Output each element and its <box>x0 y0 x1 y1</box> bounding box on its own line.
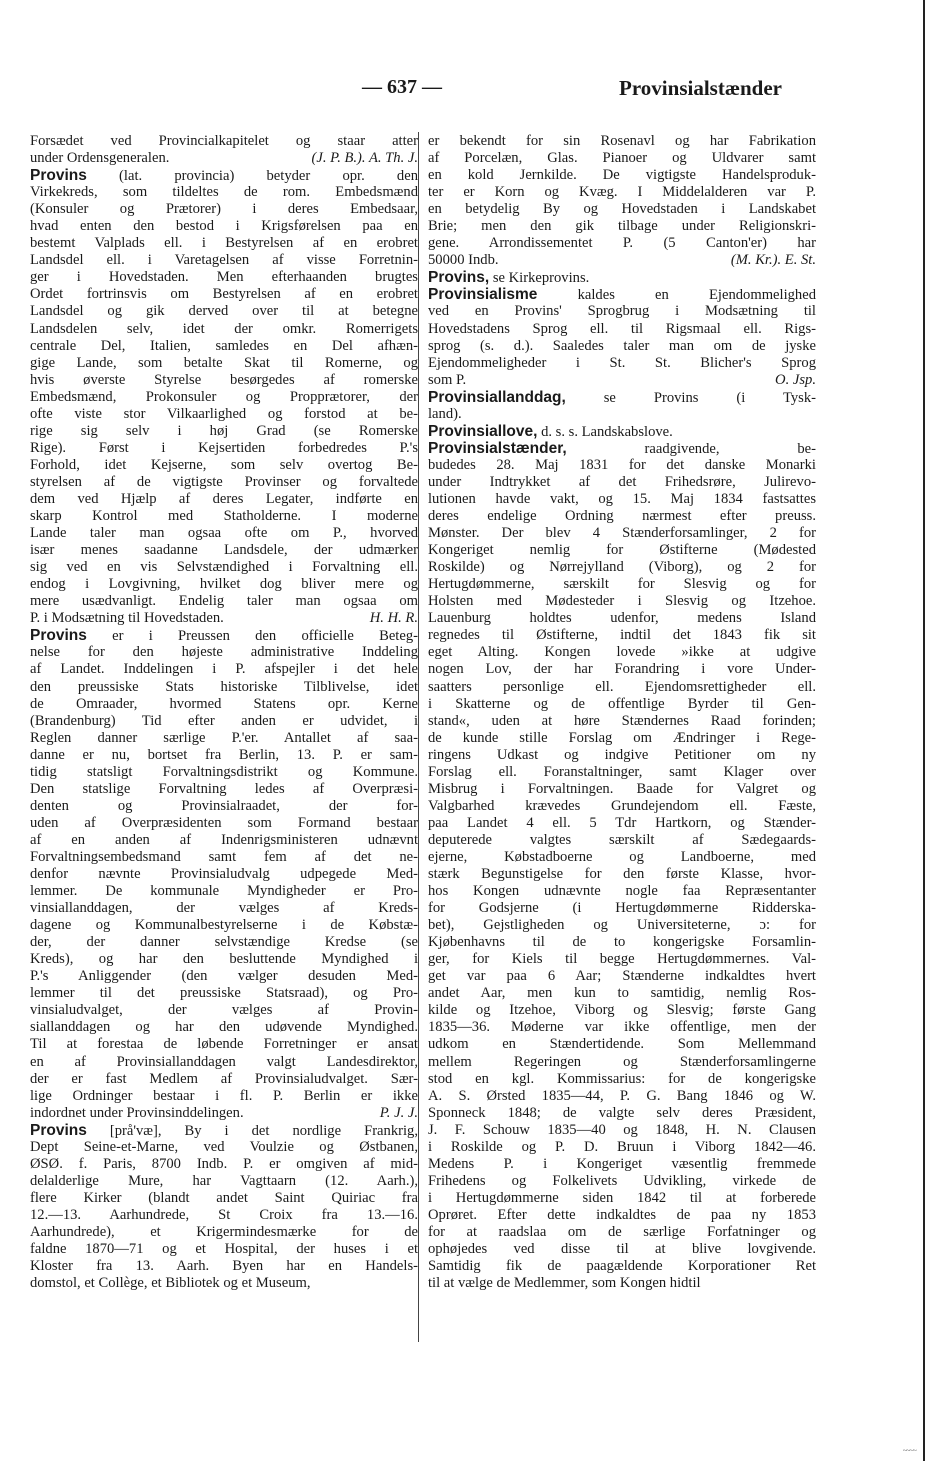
line-text: indordnet under Provinsinddelingen. <box>30 1104 244 1121</box>
left-line <box>30 1224 418 1241</box>
entry-headword: Provins <box>30 1121 87 1139</box>
entry-headword: Provinsiallove, <box>428 422 538 440</box>
line-text: udkom en Stændertidende. Som Mellemmand <box>428 1036 816 1053</box>
line-text: Kreds), og har den besluttende Myndighed i <box>30 951 418 968</box>
left-line <box>30 150 418 167</box>
right-line <box>428 866 816 883</box>
line-text: Dept Seine-et-Marne, ved Voulzie og Østbanen, <box>30 1138 418 1155</box>
line-text: i Roskilde og P. D. Bruun i Viborg 1842—46. <box>428 1138 816 1155</box>
line-text: endog i Lovgivning, hvilket dog bliver mere og <box>30 576 418 593</box>
left-line <box>30 798 418 815</box>
line-text: kaldes en Ejendommelighed <box>537 287 816 304</box>
line-text: denten og Provinsialraadet, der for- <box>30 797 418 814</box>
right-line <box>428 1054 816 1071</box>
left-line <box>30 235 418 252</box>
right-line <box>428 542 816 559</box>
left-line <box>30 542 418 559</box>
line-text: mellem Regeringen og Stænderforsamlingerne <box>428 1053 816 1070</box>
left-line <box>30 1122 418 1139</box>
line-text: Oprøret. Efter dette indkaldtes de paa ny 1853 <box>428 1206 816 1223</box>
right-line <box>428 968 816 985</box>
line-text: Rige). Først i Kejsertiden forbedredes P.'s <box>30 439 418 456</box>
left-line <box>30 610 418 627</box>
line-text: Kongeriget nemlig for Østifterne (Mødested <box>428 542 816 559</box>
right-line <box>428 355 816 372</box>
line-text: vinsiallanddagen, der vælges af Kreds- <box>30 900 418 917</box>
line-text: P.'s Anliggender (den vælger desuden Med- <box>30 968 418 985</box>
line-text: nogen Lov, der har Forandring i vore Under- <box>428 661 816 678</box>
line-text: (Brandenburg) Tid efter anden er udvidet, i <box>30 712 418 729</box>
line-text: Landsdelen selv, idet der omkr. Romerrigets <box>30 320 418 337</box>
right-line <box>428 1122 816 1139</box>
line-text: ofte viste stor Vilkaarlighed og forstod at be- <box>30 405 418 422</box>
line-text: Kjøbenhavns til de to kongerigske Forsamlin- <box>428 934 816 951</box>
left-line <box>30 491 418 508</box>
line-text: Ordet fortrinsvis om Bestyrelsen af en erobret <box>30 286 418 303</box>
line-text: saatters personlige ell. Ejendomsrettigheder ell. <box>428 678 816 695</box>
line-text: de kunde stille Forslag om Ændringer i Rege- <box>428 729 816 746</box>
line-text: Misbrug i Forvaltningen. Baade for Valgret og <box>428 780 816 797</box>
left-line <box>30 525 418 542</box>
author-signature: H. H. R. <box>369 610 418 627</box>
line-text: Sponneck 1848; de valgte selv deres Præsident, <box>428 1104 816 1121</box>
line-text: dem ved Hjælp af deres Legater, indførte en <box>30 490 418 507</box>
line-text: bet), Gejstligheden og Universiteterne, ɔ: for <box>428 917 816 934</box>
left-line <box>30 1054 418 1071</box>
right-line <box>428 1156 816 1173</box>
left-line <box>30 440 418 457</box>
line-text: Forhold, idet Kejserne, som selv overtog Be- <box>30 456 418 473</box>
right-line <box>428 798 816 815</box>
right-line <box>428 184 816 201</box>
right-line <box>428 1105 816 1122</box>
line-text: uden af Overpræsidenten som Formand bestaar <box>30 814 418 831</box>
line-text: [prå'væ], By i det nordlige Frankrig, <box>86 1122 418 1139</box>
line-text: danne er nu, bortset fra Berlin, 13. P. er sam- <box>30 746 418 763</box>
left-line <box>30 355 418 372</box>
left-line <box>30 985 418 1002</box>
left-line <box>30 934 418 951</box>
line-text: som P. <box>428 371 467 388</box>
right-line <box>428 201 816 218</box>
line-text: lige Ordninger bestaar i fl. P. Berlin er ikke <box>30 1087 418 1104</box>
right-line <box>428 133 816 150</box>
left-line <box>30 372 418 389</box>
left-line <box>30 627 418 644</box>
left-line <box>30 576 418 593</box>
left-line <box>30 184 418 201</box>
line-text: (lat. provincia) betyder opr. den <box>86 168 418 185</box>
right-line <box>428 661 816 678</box>
right-line <box>428 235 816 252</box>
right-line <box>428 1173 816 1190</box>
line-text: rige sig selv i høj Grad (se Romerske <box>30 422 418 439</box>
page-edge-line <box>923 0 925 1461</box>
line-text: Brie; men den gik tilbage under Religionskri- <box>428 218 816 235</box>
line-text: af Landet. Inddelingen i P. afspejler i det hele <box>30 661 418 678</box>
line-text: (Konsuler og Prætorer) i deres Embedsaar, <box>30 201 418 218</box>
author-signature: P. J. J. <box>379 1104 418 1121</box>
author-signature: (M. Kr.). E. St. <box>730 252 816 269</box>
right-line <box>428 900 816 917</box>
left-line <box>30 1019 418 1036</box>
line-text: mere usædvanligt. Endelig taler man ogsaa om <box>30 593 418 610</box>
left-line <box>30 338 418 355</box>
right-line <box>428 917 816 934</box>
left-line <box>30 644 418 661</box>
footer-mark: ~~~~ <box>902 1446 916 1455</box>
right-column <box>428 133 816 1292</box>
right-line <box>428 372 816 389</box>
line-text: se Provins (i Tysk- <box>565 389 816 406</box>
right-line <box>428 406 816 423</box>
entry-headword: Provinsialisme <box>428 286 538 304</box>
line-text: tidig statsligt Forvaltningsdistrikt og Kommune. <box>30 763 418 780</box>
right-line <box>428 627 816 644</box>
line-text: der er fast Medlem af Provinsialudvalget. Sær- <box>30 1070 418 1087</box>
line-text: domstol, et Collège, et Bibliotek og et Museum, <box>30 1275 311 1292</box>
line-text: Lande taler man ogsaa ofte om P., hvorved <box>30 525 418 542</box>
line-text: en betydelig By og Hovedstaden i Landskabet <box>428 201 816 218</box>
line-text: Hovedstadens Sprog ell. til Rigsmaal ell. Rigs- <box>428 320 816 337</box>
line-text: ringens Udkast og indgive Petitioner om ny <box>428 746 816 763</box>
line-text: lemmer. De kommunale Myndigheder er Pro- <box>30 883 418 900</box>
line-text: paa Landet 4 ell. 5 Tdr Hartkorn, og Stænder- <box>428 814 816 831</box>
right-line <box>428 883 816 900</box>
page-header <box>0 76 928 106</box>
line-text: deres endelige Ordning nærmest efter preuss. <box>428 508 816 525</box>
line-text: regnedes til Østifterne, indtil det 1843 fik sit <box>428 627 816 644</box>
line-text: A. S. Ørsted 1835—44, P. G. Bang 1846 og W. <box>428 1087 816 1104</box>
line-text: Lauenburg holdtes udenfor, medens Island <box>428 610 816 627</box>
line-text: denfor nævnte Provinsialudvalg udpegede Med- <box>30 866 418 883</box>
line-text: for Godsjerne (i Hertugdømmerne Ridderska- <box>428 900 816 917</box>
left-line <box>30 883 418 900</box>
left-line <box>30 218 418 235</box>
left-line <box>30 866 418 883</box>
line-text: hos Kongen udnævnte nogle faa Repræsentanter <box>428 883 816 900</box>
left-line <box>30 968 418 985</box>
line-text: bestemt Valplads ell. i Bestyrelsen af en erobret <box>30 235 418 252</box>
line-text: gene. Arrondissementet P. (5 Canton'er) har <box>428 235 816 252</box>
right-line <box>428 849 816 866</box>
line-text: Den statslige Forvaltning ledes af Overpræsi- <box>30 780 418 797</box>
line-text: se Kirkeprovins. <box>489 270 590 287</box>
line-text: vinsialudvalget, der vælges af Provin- <box>30 1002 418 1019</box>
line-text: for at raadslaa om de særlige Forfatninger og <box>428 1224 816 1240</box>
line-text: get var paa 6 Aar; Stænderne indkaldtes hvert <box>428 968 816 985</box>
line-text: Embedsmænd, Prokonsuler og Propprætorer, der <box>30 388 418 405</box>
left-line <box>30 1241 418 1258</box>
line-text: Valgbarhed krævedes Grundejendom ell. Fæste, <box>428 797 816 814</box>
right-line <box>428 644 816 661</box>
right-line <box>428 1241 816 1258</box>
line-text: raadgivende, be- <box>566 440 816 457</box>
right-line <box>428 338 816 355</box>
left-line <box>30 1088 418 1105</box>
right-line <box>428 440 816 457</box>
line-text: P. i Modsætning til Hovedstaden. <box>30 610 224 627</box>
left-line <box>30 1275 418 1292</box>
left-line <box>30 1190 418 1207</box>
right-line <box>428 1207 816 1224</box>
line-text: Kloster fra 13. Aarh. Byen har en Handels- <box>30 1258 418 1275</box>
line-text: Reglen danner særlige P.'er. Antallet af saa- <box>30 729 418 746</box>
line-text: sprog (s. d.). Saaledes taler man om de jyske <box>428 337 816 354</box>
line-text: hvad enten den bestod i Krigsførelsen paa en <box>30 218 418 235</box>
right-line <box>428 559 816 576</box>
left-line <box>30 321 418 338</box>
left-line <box>30 661 418 678</box>
line-text: ophøjedes ved disse til at blive lovgivende. <box>428 1241 816 1258</box>
right-line <box>428 815 816 832</box>
left-line <box>30 201 418 218</box>
line-text: en kold Jernkilde. De vigtigste Handelsproduk- <box>428 167 816 184</box>
page-number: — 637 — <box>362 76 442 98</box>
left-line <box>30 406 418 423</box>
line-text: Forslag ell. Foranstaltninger, samt Klager over <box>428 763 816 780</box>
line-text: centrale Del, Italien, samledes en Del afhæn- <box>30 337 418 354</box>
left-line <box>30 849 418 866</box>
line-text: ger i Hovedstaden. Men efterhaanden brugtes <box>30 269 418 286</box>
right-line <box>428 525 816 542</box>
right-line <box>428 389 816 406</box>
left-line <box>30 457 418 474</box>
right-line <box>428 1139 816 1156</box>
left-line <box>30 1139 418 1156</box>
line-text: i Skatterne og de offentlige Byrder til Gen- <box>428 695 816 712</box>
running-head: Provinsialstænder <box>619 76 782 100</box>
line-text: Frihedens og Folkelivets Udvikling, virkede de <box>428 1172 816 1189</box>
left-line <box>30 167 418 184</box>
right-line <box>428 713 816 730</box>
line-text: Aarhundrede), et Krigermindesmærke for de <box>30 1224 418 1240</box>
left-line <box>30 252 418 269</box>
line-text: 1835—36. Møderne var ikke offentlige, men der <box>428 1019 816 1036</box>
left-line <box>30 508 418 525</box>
line-text: Holsten med Mødesteder i Slesvig og Itzehoe. <box>428 593 816 610</box>
left-line <box>30 1173 418 1190</box>
entry-headword: Provinsiallanddag, <box>428 388 566 406</box>
line-text: dagene og Kommunalbestyrelserne i de Købstæ- <box>30 917 418 934</box>
entry-headword: Provins <box>30 167 87 185</box>
left-line <box>30 696 418 713</box>
right-line <box>428 1190 816 1207</box>
line-text: d. s. s. Landskabslove. <box>537 423 673 440</box>
right-line <box>428 764 816 781</box>
line-text: Hertugdømmerne, særskilt for Slesvig og for <box>428 576 816 593</box>
right-line <box>428 167 816 184</box>
right-line <box>428 576 816 593</box>
line-text: hvis øverste Styrelse besørgedes af romerske <box>30 371 418 388</box>
line-text: stand«, uden at høre Stændernes Raad forinden; <box>428 712 816 729</box>
line-text: Virkekreds, som tildeltes de rom. Embedsmænd <box>30 184 418 201</box>
left-line <box>30 781 418 798</box>
left-line <box>30 764 418 781</box>
right-line <box>428 218 816 235</box>
line-text: delalderlige Mure, har Vagttaarn (12. Aarh.), <box>30 1172 418 1189</box>
line-text: lutionen havde vakt, og 15. Maj 1834 fastsattes <box>428 490 816 507</box>
right-line <box>428 1275 816 1292</box>
line-text: Til at forestaa de løbende Forretninger er ansat <box>30 1036 418 1053</box>
line-text: 12.—13. Aarhundrede, St Croix fra 13.—16. <box>30 1206 418 1223</box>
left-line <box>30 1036 418 1053</box>
line-text: der, der danner selvstændige Kredse (se <box>30 934 418 951</box>
line-text: ØSØ. f. Paris, 8700 Indb. P. er omgiven af mid- <box>30 1155 418 1172</box>
line-text: Mønster. Der blev 4 Stænderforsamlinger, 2 for <box>428 525 816 542</box>
line-text: deputerede valgtes særskilt af Sædegaards- <box>428 831 816 848</box>
line-text: styrelsen af de vigtigste Provinser og forvaltede <box>30 473 418 490</box>
right-line <box>428 1088 816 1105</box>
left-line <box>30 1105 418 1122</box>
right-line <box>428 321 816 338</box>
line-text: Medens P. i Kongeriget væsentlig fremmede <box>428 1155 816 1172</box>
line-text: 50000 Indb. <box>428 252 499 269</box>
right-line <box>428 1224 816 1241</box>
left-line <box>30 832 418 849</box>
right-line <box>428 934 816 951</box>
line-text: i Hertugdømmerne siden 1842 til at forberede <box>428 1189 816 1206</box>
left-line <box>30 730 418 747</box>
right-line <box>428 491 816 508</box>
right-line <box>428 1258 816 1275</box>
left-line <box>30 747 418 764</box>
left-line <box>30 303 418 320</box>
right-line <box>428 457 816 474</box>
line-text: Landsdel og gik derved over til at betegne <box>30 303 418 320</box>
left-line <box>30 917 418 934</box>
line-text: stærk Begunstigelse for den første Klasse, hvor- <box>428 866 816 883</box>
line-text: eget Alting. Kongen lovede »ikke at udgive <box>428 644 816 661</box>
line-text: af Porcelæn, Glas. Pianoer og Uldvarer samt <box>428 150 816 167</box>
right-line <box>428 508 816 525</box>
left-line <box>30 713 418 730</box>
left-line <box>30 559 418 576</box>
line-text: er bekendt for sin Rosenavl og har Fabrikation <box>428 133 816 149</box>
left-line <box>30 1207 418 1224</box>
author-signature: (J. P. B.). A. Th. J. <box>311 150 418 167</box>
line-text: Samtidig fik de paagældende Korporationer Ret <box>428 1258 816 1275</box>
right-line <box>428 269 816 286</box>
line-text: kilde og Itzehoe, Viborg og Slesvig; første Gang <box>428 1002 816 1019</box>
right-line <box>428 474 816 491</box>
line-text: til at vælge de Medlemmer, som Kongen hidtil <box>428 1275 701 1292</box>
right-line <box>428 286 816 303</box>
entry-headword: Provins <box>30 627 87 645</box>
line-text: J. F. Schouw 1835—40 og 1848, H. N. Clausen <box>428 1121 816 1138</box>
line-text: under Ordensgeneralen. <box>30 150 170 167</box>
right-line <box>428 1071 816 1088</box>
left-line <box>30 286 418 303</box>
line-text: Forsædet ved Provincialkapitelet og staar atter <box>30 133 418 149</box>
left-line <box>30 389 418 406</box>
line-text: ejerne, Købstadboerne og Landboerne, med <box>428 848 816 865</box>
left-line <box>30 815 418 832</box>
column-divider <box>418 132 419 1342</box>
left-line <box>30 1071 418 1088</box>
line-text: flere Kirker (blandt andet Saint Quiriac fra <box>30 1189 418 1206</box>
line-text: den preussiske Stats historiske Tilblivelse, idet <box>30 678 418 695</box>
line-text: sig ved en vis Selvstændighed i Forvaltning ell. <box>30 559 418 576</box>
left-line <box>30 423 418 440</box>
right-line <box>428 781 816 798</box>
right-line <box>428 696 816 713</box>
line-text: faldne 1870—71 og et Hospital, der huses i et <box>30 1241 418 1258</box>
line-text: Ejendommeligheder i St. St. Blicher's Sprog <box>428 354 816 371</box>
line-text: de Omraader, hvormed Statens opr. Kerne <box>30 695 418 712</box>
right-line <box>428 747 816 764</box>
line-text: Forvaltningsembedsmand samt fem af det ne- <box>30 848 418 865</box>
left-line <box>30 1002 418 1019</box>
right-line <box>428 951 816 968</box>
author-signature: O. Jsp. <box>775 371 816 388</box>
entry-headword: Provins, <box>428 269 490 287</box>
line-text: er i Preussen den officielle Beteg- <box>86 628 418 645</box>
line-text: især menes saadanne Landsdele, der udmærker <box>30 542 418 559</box>
right-line <box>428 423 816 440</box>
left-line <box>30 133 418 150</box>
line-text: nelse for den højeste administrative Inddeling <box>30 644 418 661</box>
line-text: skarp Kontrol med Statholderne. I moderne <box>30 508 418 525</box>
line-text: siallanddagen og har den udøvende Myndighed. <box>30 1019 418 1036</box>
line-text: gige Lande, som betalte Skat til Romerne, og <box>30 354 418 371</box>
line-text: lemmer til det preussiske Statsraad), og Pro- <box>30 985 418 1002</box>
right-line <box>428 252 816 269</box>
right-line <box>428 1036 816 1053</box>
left-line <box>30 474 418 491</box>
left-line <box>30 1156 418 1173</box>
right-line <box>428 985 816 1002</box>
line-text: ter er Korn og Kvæg. I Middelalderen var P. <box>428 184 816 201</box>
left-column <box>30 133 418 1292</box>
right-line <box>428 1002 816 1019</box>
line-text: en af Provinsiallanddagen valgt Landesdirektor, <box>30 1053 418 1070</box>
right-line <box>428 610 816 627</box>
right-line <box>428 679 816 696</box>
right-line <box>428 303 816 320</box>
line-text: af en anden af Indenrigsministeren udnævnt <box>30 831 418 848</box>
right-line <box>428 730 816 747</box>
right-line <box>428 832 816 849</box>
right-line <box>428 593 816 610</box>
line-text: stod en kgl. Kommissarius: for de kongerigske <box>428 1070 816 1087</box>
line-text: Roskilde) og Nørrejylland (Viborg), og 2 for <box>428 559 816 576</box>
line-text: land). <box>428 405 462 422</box>
line-text: ved en Provins' Sprogbrug i Modsætning til <box>428 303 816 320</box>
left-line <box>30 679 418 696</box>
entry-headword: Provinsialstænder, <box>428 439 567 457</box>
right-line <box>428 1019 816 1036</box>
line-text: ger, for Kiels til begge Hertugdømmernes. Val- <box>428 951 816 968</box>
line-text: budedes 28. Maj 1831 for det danske Monarki <box>428 456 816 473</box>
left-line <box>30 900 418 917</box>
left-line <box>30 593 418 610</box>
left-line <box>30 269 418 286</box>
right-line <box>428 150 816 167</box>
line-text: Landsdel ell. i Varetagelsen af visse Forretnin- <box>30 252 418 269</box>
left-line <box>30 951 418 968</box>
left-line <box>30 1258 418 1275</box>
line-text: under Indtrykket af det Frihedsrøre, Julirevo- <box>428 473 816 490</box>
line-text: andet Aar, men kun to samtidig, nemlig Ros- <box>428 985 816 1002</box>
